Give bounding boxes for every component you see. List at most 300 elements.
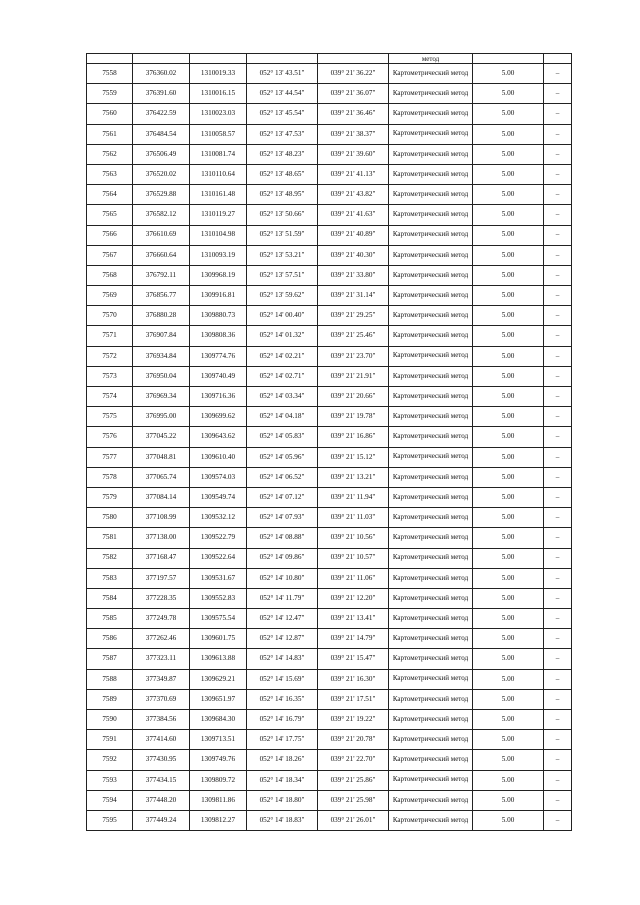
table-row [87,770,572,790]
cell-accuracy: 5.00 [473,588,544,608]
cell-note: – [544,407,572,427]
cell-accuracy: 5.00 [473,810,544,830]
cell-coord-x: 376610.69 [133,225,190,245]
cell-coord-y: 1309812.27 [190,810,247,830]
cell-method: Картометрический метод [389,306,473,326]
cell-coord-x: 377262.46 [133,629,190,649]
cell-method: Картометрический метод [389,407,473,427]
cell-latitude: 052° 13' 44.54" [247,84,318,104]
cell-point-number: 7564 [87,185,133,205]
cell-latitude: 052° 14' 09.86" [247,548,318,568]
cell-point-number: 7590 [87,710,133,730]
table-row [87,750,572,770]
cell-point-number: 7575 [87,407,133,427]
cell-coord-x: 376391.60 [133,84,190,104]
cell-accuracy: 5.00 [473,689,544,709]
cell-note: – [544,185,572,205]
cell-coord-y: 1309601.75 [190,629,247,649]
cell-latitude: 052° 14' 16.35" [247,689,318,709]
table-row [87,508,572,528]
cell-accuracy: 5.00 [473,164,544,184]
cell-coord-x: 376907.84 [133,326,190,346]
coordinates-table [86,53,572,831]
cell-coord-y: 1309968.19 [190,265,247,285]
cell-point-number: 7591 [87,730,133,750]
table-row [87,407,572,427]
cell-longitude: 039° 21' 11.03" [318,508,389,528]
cell-longitude: 039° 21' 13.41" [318,609,389,629]
cell-coord-y: 1309651.97 [190,689,247,709]
cell-accuracy: 5.00 [473,225,544,245]
cell-latitude: 052° 14' 04.18" [247,407,318,427]
cell-method: Картометрический метод [389,265,473,285]
table-body [87,54,572,831]
table-row [87,629,572,649]
cell-method: Картометрический метод [389,104,473,124]
cell-method: Картометрический метод [389,750,473,770]
cell-accuracy: 5.00 [473,710,544,730]
cell-coord-y: 1309549.74 [190,487,247,507]
cell-point-number: 7568 [87,265,133,285]
cell-coord-y: 1309531.67 [190,568,247,588]
cell-point-number: 7570 [87,306,133,326]
cell-coord-y: 1310058.57 [190,124,247,144]
cell-point-number: 7565 [87,205,133,225]
cell-method: Картометрический метод [389,487,473,507]
cell-coord-x: 377197.57 [133,568,190,588]
table-row-continued [87,54,572,64]
cell-note: – [544,124,572,144]
cell-method: Картометрический метод [389,447,473,467]
cell-coord-y: 1310161.48 [190,185,247,205]
cell-coord-y: 1309522.64 [190,548,247,568]
cell-point-number: 7576 [87,427,133,447]
cell-coord-y: 1309575.54 [190,609,247,629]
cell-coord-x: 376856.77 [133,286,190,306]
cell-latitude: 052° 14' 18.26" [247,750,318,770]
cell-point-number: 7561 [87,124,133,144]
cell-accuracy: 5.00 [473,407,544,427]
cell-point-number: 7578 [87,467,133,487]
cell-empty [473,54,544,64]
cell-point-number: 7589 [87,689,133,709]
table-row [87,790,572,810]
cell-coord-y: 1309610.40 [190,447,247,467]
cell-method: Картометрический метод [389,689,473,709]
cell-longitude: 039° 21' 38.37" [318,124,389,144]
cell-method: Картометрический метод [389,286,473,306]
cell-longitude: 039° 21' 19.78" [318,407,389,427]
cell-coord-x: 377384.56 [133,710,190,730]
cell-coord-x: 376529.88 [133,185,190,205]
cell-accuracy: 5.00 [473,467,544,487]
cell-point-number: 7566 [87,225,133,245]
table-row [87,487,572,507]
cell-method: Картометрический метод [389,346,473,366]
cell-method: Картометрический метод [389,326,473,346]
cell-coord-y: 1310019.33 [190,64,247,84]
cell-accuracy: 5.00 [473,366,544,386]
cell-longitude: 039° 21' 11.06" [318,568,389,588]
cell-method: Картометрический метод [389,568,473,588]
cell-method: Картометрический метод [389,366,473,386]
cell-method: Картометрический метод [389,588,473,608]
cell-coord-x: 376506.49 [133,144,190,164]
cell-longitude: 039° 21' 25.46" [318,326,389,346]
cell-coord-x: 376880.28 [133,306,190,326]
cell-coord-x: 376969.34 [133,387,190,407]
cell-coord-x: 377448.20 [133,790,190,810]
cell-point-number: 7592 [87,750,133,770]
cell-longitude: 039° 21' 40.30" [318,245,389,265]
cell-note: – [544,306,572,326]
cell-empty [87,54,133,64]
cell-longitude: 039° 21' 36.22" [318,64,389,84]
cell-point-number: 7562 [87,144,133,164]
cell-point-number: 7558 [87,64,133,84]
cell-coord-y: 1309699.62 [190,407,247,427]
cell-point-number: 7563 [87,164,133,184]
cell-method: Картометрический метод [389,649,473,669]
cell-coord-x: 376422.59 [133,104,190,124]
cell-accuracy: 5.00 [473,387,544,407]
cell-longitude: 039° 21' 36.07" [318,84,389,104]
cell-latitude: 052° 14' 07.12" [247,487,318,507]
cell-note: – [544,609,572,629]
cell-coord-y: 1310081.74 [190,144,247,164]
cell-longitude: 039° 21' 20.78" [318,730,389,750]
cell-note: – [544,467,572,487]
table-row [87,164,572,184]
table-row [87,104,572,124]
cell-latitude: 052° 14' 05.83" [247,427,318,447]
cell-point-number: 7577 [87,447,133,467]
cell-longitude: 039° 21' 40.89" [318,225,389,245]
cell-note: – [544,84,572,104]
cell-accuracy: 5.00 [473,286,544,306]
table-row [87,387,572,407]
cell-latitude: 052° 14' 11.79" [247,588,318,608]
table-row [87,326,572,346]
cell-method: Картометрический метод [389,508,473,528]
cell-note: – [544,750,572,770]
cell-longitude: 039° 21' 10.57" [318,548,389,568]
cell-empty [247,54,318,64]
cell-note: – [544,568,572,588]
cell-latitude: 052° 14' 10.80" [247,568,318,588]
cell-method: Картометрический метод [389,629,473,649]
cell-note: – [544,810,572,830]
cell-accuracy: 5.00 [473,84,544,104]
table-row [87,710,572,730]
table-row [87,245,572,265]
cell-point-number: 7585 [87,609,133,629]
cell-coord-x: 377249.78 [133,609,190,629]
cell-coord-y: 1310110.64 [190,164,247,184]
cell-accuracy: 5.00 [473,185,544,205]
cell-coord-x: 376520.02 [133,164,190,184]
cell-note: – [544,588,572,608]
cell-method: Картометрический метод [389,810,473,830]
cell-latitude: 052° 13' 53.21" [247,245,318,265]
cell-latitude: 052° 13' 47.53" [247,124,318,144]
table-row [87,528,572,548]
cell-coord-y: 1309811.86 [190,790,247,810]
cell-coord-x: 376660.64 [133,245,190,265]
cell-point-number: 7588 [87,669,133,689]
cell-longitude: 039° 21' 25.98" [318,790,389,810]
table-row [87,810,572,830]
table-row [87,306,572,326]
cell-latitude: 052° 13' 48.65" [247,164,318,184]
cell-coord-x: 377108.99 [133,508,190,528]
cell-note: – [544,387,572,407]
cell-latitude: 052° 14' 06.52" [247,467,318,487]
cell-point-number: 7593 [87,770,133,790]
cell-note: – [544,427,572,447]
cell-note: – [544,730,572,750]
cell-note: – [544,326,572,346]
cell-note: – [544,790,572,810]
cell-method: Картометрический метод [389,669,473,689]
cell-coord-y: 1309880.73 [190,306,247,326]
coordinate-document [86,53,571,831]
cell-note: – [544,265,572,285]
cell-coord-y: 1309749.76 [190,750,247,770]
cell-point-number: 7574 [87,387,133,407]
cell-method: Картометрический метод [389,225,473,245]
cell-accuracy: 5.00 [473,548,544,568]
cell-accuracy: 5.00 [473,568,544,588]
cell-longitude: 039° 21' 15.12" [318,447,389,467]
cell-accuracy: 5.00 [473,609,544,629]
cell-coord-y: 1309629.21 [190,669,247,689]
cell-note: – [544,447,572,467]
cell-coord-x: 377084.14 [133,487,190,507]
cell-coord-y: 1309643.62 [190,427,247,447]
cell-longitude: 039° 21' 15.47" [318,649,389,669]
cell-empty [133,54,190,64]
cell-method: Картометрический метод [389,84,473,104]
cell-coord-x: 377065.74 [133,467,190,487]
cell-note: – [544,689,572,709]
table-row [87,225,572,245]
table-row [87,205,572,225]
cell-method: Картометрический метод [389,770,473,790]
cell-accuracy: 5.00 [473,144,544,164]
cell-point-number: 7571 [87,326,133,346]
cell-longitude: 039° 21' 29.25" [318,306,389,326]
cell-note: – [544,528,572,548]
cell-coord-y: 1309522.79 [190,528,247,548]
cell-note: – [544,770,572,790]
cell-method: Картометрический метод [389,467,473,487]
cell-accuracy: 5.00 [473,790,544,810]
cell-latitude: 052° 14' 03.34" [247,387,318,407]
cell-latitude: 052° 14' 18.83" [247,810,318,830]
cell-coord-x: 377434.15 [133,770,190,790]
cell-longitude: 039° 21' 10.56" [318,528,389,548]
table-row [87,366,572,386]
cell-longitude: 039° 21' 13.21" [318,467,389,487]
table-row [87,286,572,306]
cell-latitude: 052° 13' 45.54" [247,104,318,124]
cell-coord-y: 1310119.27 [190,205,247,225]
cell-latitude: 052° 14' 07.93" [247,508,318,528]
cell-point-number: 7573 [87,366,133,386]
cell-note: – [544,205,572,225]
cell-coord-y: 1309713.51 [190,730,247,750]
cell-method: Картометрический метод [389,144,473,164]
table-row [87,64,572,84]
cell-coord-x: 376484.54 [133,124,190,144]
cell-method: Картометрический метод [389,609,473,629]
cell-note: – [544,225,572,245]
cell-note: – [544,548,572,568]
cell-longitude: 039° 21' 16.86" [318,427,389,447]
cell-point-number: 7569 [87,286,133,306]
cell-method: Картометрический метод [389,64,473,84]
cell-accuracy: 5.00 [473,750,544,770]
cell-latitude: 052° 14' 15.69" [247,669,318,689]
cell-coord-x: 376950.04 [133,366,190,386]
table-row [87,649,572,669]
cell-latitude: 052° 13' 51.59" [247,225,318,245]
cell-longitude: 039° 21' 41.13" [318,164,389,184]
cell-point-number: 7572 [87,346,133,366]
cell-coord-y: 1309716.36 [190,387,247,407]
cell-accuracy: 5.00 [473,306,544,326]
cell-longitude: 039° 21' 14.79" [318,629,389,649]
cell-method: Картометрический метод [389,548,473,568]
cell-coord-y: 1309613.88 [190,649,247,669]
cell-point-number: 7567 [87,245,133,265]
cell-empty [318,54,389,64]
cell-accuracy: 5.00 [473,326,544,346]
table-row [87,730,572,750]
cell-accuracy: 5.00 [473,427,544,447]
cell-coord-x: 377370.69 [133,689,190,709]
table-row [87,669,572,689]
cell-latitude: 052° 14' 14.83" [247,649,318,669]
cell-latitude: 052° 14' 12.47" [247,609,318,629]
cell-coord-x: 377414.60 [133,730,190,750]
cell-accuracy: 5.00 [473,124,544,144]
cell-method: Картометрический метод [389,710,473,730]
cell-coord-x: 376582.12 [133,205,190,225]
cell-latitude: 052° 14' 18.80" [247,790,318,810]
cell-latitude: 052° 14' 08.88" [247,528,318,548]
cell-coord-x: 377228.35 [133,588,190,608]
cell-longitude: 039° 21' 31.14" [318,286,389,306]
cell-coord-y: 1310023.03 [190,104,247,124]
cell-accuracy: 5.00 [473,64,544,84]
cell-point-number: 7584 [87,588,133,608]
cell-latitude: 052° 14' 02.71" [247,366,318,386]
cell-accuracy: 5.00 [473,649,544,669]
cell-longitude: 039° 21' 17.51" [318,689,389,709]
table-row [87,84,572,104]
table-row [87,427,572,447]
cell-note: – [544,366,572,386]
cell-note: – [544,649,572,669]
table-row [87,144,572,164]
cell-point-number: 7594 [87,790,133,810]
cell-longitude: 039° 21' 21.91" [318,366,389,386]
cell-latitude: 052° 13' 48.95" [247,185,318,205]
cell-note: – [544,508,572,528]
cell-accuracy: 5.00 [473,346,544,366]
cell-latitude: 052° 13' 43.51" [247,64,318,84]
cell-method-tail: метод [389,54,473,64]
cell-method: Картометрический метод [389,427,473,447]
cell-longitude: 039° 21' 12.20" [318,588,389,608]
cell-coord-y: 1310093.19 [190,245,247,265]
cell-method: Картометрический метод [389,790,473,810]
cell-method: Картометрический метод [389,387,473,407]
cell-note: – [544,164,572,184]
cell-latitude: 052° 14' 02.21" [247,346,318,366]
cell-coord-y: 1309740.49 [190,366,247,386]
table-row [87,689,572,709]
cell-latitude: 052° 13' 48.23" [247,144,318,164]
cell-accuracy: 5.00 [473,487,544,507]
cell-point-number: 7579 [87,487,133,507]
cell-coord-x: 376792.11 [133,265,190,285]
cell-coord-x: 376995.00 [133,407,190,427]
cell-longitude: 039° 21' 11.94" [318,487,389,507]
cell-method: Картометрический метод [389,164,473,184]
cell-point-number: 7595 [87,810,133,830]
cell-longitude: 039° 21' 22.70" [318,750,389,770]
cell-coord-x: 377449.24 [133,810,190,830]
cell-latitude: 052° 13' 50.66" [247,205,318,225]
cell-coord-x: 377323.11 [133,649,190,669]
cell-coord-y: 1309809.72 [190,770,247,790]
cell-coord-x: 377168.47 [133,548,190,568]
cell-longitude: 039° 21' 19.22" [318,710,389,730]
cell-coord-x: 377138.00 [133,528,190,548]
cell-coord-y: 1310104.98 [190,225,247,245]
cell-note: – [544,669,572,689]
cell-longitude: 039° 21' 16.30" [318,669,389,689]
cell-longitude: 039° 21' 39.60" [318,144,389,164]
table-row [87,609,572,629]
cell-coord-y: 1309808.36 [190,326,247,346]
cell-longitude: 039° 21' 33.80" [318,265,389,285]
cell-coord-y: 1309684.30 [190,710,247,730]
cell-accuracy: 5.00 [473,104,544,124]
cell-coord-y: 1309532.12 [190,508,247,528]
cell-note: – [544,346,572,366]
cell-method: Картометрический метод [389,730,473,750]
cell-coord-x: 377048.81 [133,447,190,467]
cell-coord-y: 1310016.15 [190,84,247,104]
cell-note: – [544,286,572,306]
cell-method: Картометрический метод [389,124,473,144]
table-row [87,185,572,205]
cell-latitude: 052° 14' 00.40" [247,306,318,326]
cell-point-number: 7582 [87,548,133,568]
cell-note: – [544,104,572,124]
cell-latitude: 052° 13' 59.62" [247,286,318,306]
cell-latitude: 052° 14' 17.75" [247,730,318,750]
cell-coord-y: 1309574.03 [190,467,247,487]
cell-accuracy: 5.00 [473,205,544,225]
cell-note: – [544,629,572,649]
cell-latitude: 052° 14' 12.87" [247,629,318,649]
cell-longitude: 039° 21' 41.63" [318,205,389,225]
